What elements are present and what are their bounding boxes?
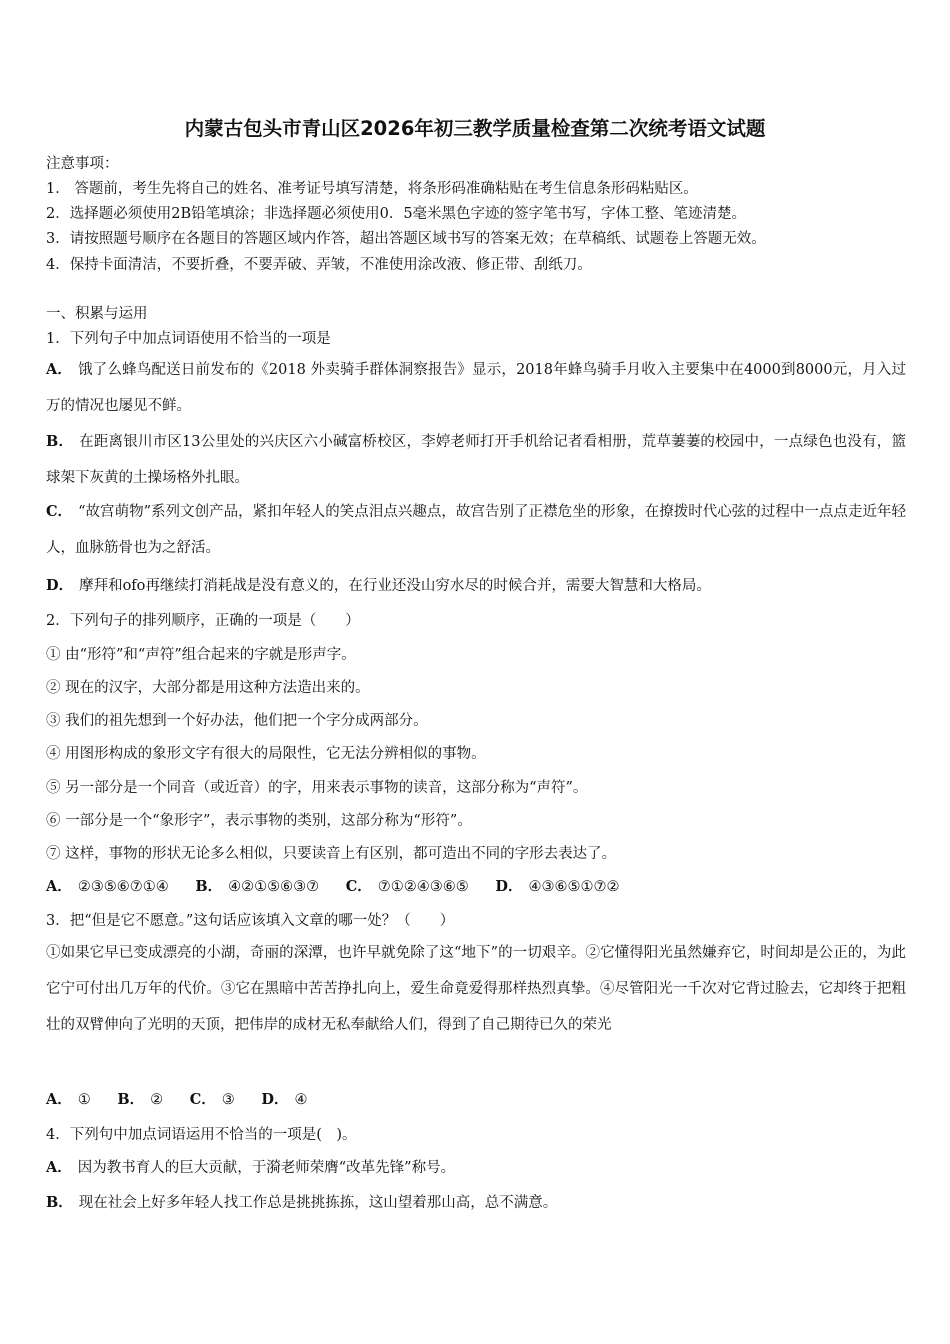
section-heading: 一、积累与运用 <box>46 306 148 322</box>
question-4-option-b <box>46 1191 557 1212</box>
sentence-item: ⑤ 另一部分是一个同音（或近音）的字，用来表示事物的读音，这部分称为“声符”。 <box>46 780 588 796</box>
option-label: D． <box>495 878 523 895</box>
question-3-passage: ①如果它早已变成漂亮的小湖，奇丽的深潭，也许早就免除了这“地下”的一切艰辛。②它懂得阳光虽然嫌弃它，时间却是公正的，为此它宁可付出几万年的代价。③它在黑暗中苦苦挣扎向上，爱生命竟爱得那样热烈真挚。④尽管阳光一千次对它背过脸去，它却终于把粗壮的双臂伸向了光明的天顶，把伟岸的成材无私奉献给人们，得到了自己期待已久的荣光 <box>46 945 906 1033</box>
option-text: “故宫萌物”系列文创产品，紧扣年轻人的笑点泪点兴趣点，故宫告别了正襟危坐的形象，在撩拨时代心弦的过程中一点点走近年轻人，血脉筋骨也为之舒活。 <box>46 504 907 556</box>
option-label: B． <box>46 433 74 450</box>
notice-item: 1． 答题前，考生先将自己的姓名、准考证号填写清楚，将条形码准确粘贴在考生信息条形码粘贴区。 <box>46 181 698 197</box>
option-text: ④③⑥⑤①⑦② <box>528 879 620 895</box>
option-label: B． <box>46 1194 73 1211</box>
option-label: D． <box>261 1091 289 1108</box>
option-label: A． <box>46 361 73 378</box>
question-4-option-a <box>46 1156 455 1177</box>
option-text: ⑦①②④③⑥⑤ <box>377 879 469 895</box>
option-text: ③ <box>221 1092 235 1108</box>
notice-item: 4．保持卡面清洁，不要折叠，不要弄破、弄皱，不准使用涂改液、修正带、刮纸刀。 <box>46 257 592 273</box>
option-text: ② <box>150 1092 164 1108</box>
option-text: ① <box>77 1092 91 1108</box>
question-2-options <box>46 875 641 896</box>
question-1-option-a <box>46 352 906 424</box>
option-label: A． <box>46 1091 72 1108</box>
question-1-stem: 1．下列句子中加点词语使用不恰当的一项是 <box>46 331 331 347</box>
sentence-item: ③ 我们的祖先想到一个好办法，他们把一个字分成两部分。 <box>46 713 428 729</box>
question-3-options <box>46 1088 329 1109</box>
page-title: 内蒙古包头市青山区2026年初三教学质量检查第二次统考语文试题 <box>184 117 766 140</box>
question-1-option-d <box>46 574 711 595</box>
notice-heading: 注意事项： <box>46 156 119 172</box>
option-label: B． <box>117 1091 145 1108</box>
question-4-stem: 4．下列句中加点词语运用不恰当的一项是( )。 <box>46 1127 357 1143</box>
option-label: C． <box>345 878 372 895</box>
option-label: A． <box>46 878 72 895</box>
option-text: 饿了么蜂鸟配送日前发布的《2018 外卖骑手群体洞察报告》显示，2018年蜂鸟骑手月收入主要集中在4000到8000元，月入过万的情况也屡见不鲜。 <box>46 362 906 414</box>
option-label: C． <box>46 503 73 520</box>
sentence-item: ① 由“形符”和“声符”组合起来的字就是形声字。 <box>46 647 356 663</box>
option-label: A． <box>46 1159 72 1176</box>
option-text: 因为教书育人的巨大贡献，于漪老师荣膺“改革先锋”称号。 <box>77 1160 456 1176</box>
sentence-item: ⑦ 这样，事物的形状无论多么相似，只要读音上有区别，都可造出不同的字形去表达了。 <box>46 846 617 862</box>
option-text: 在距离银川市区13公里处的兴庆区六小碱富桥校区，李婷老师打开手机给记者看相册，荒草萋萋的校园中，一点绿色也没有，篮球架下灰黄的土操场格外扎眼。 <box>46 434 906 486</box>
option-text: ④ <box>294 1092 308 1108</box>
option-label: C． <box>189 1091 216 1108</box>
option-text: 现在社会上好多年轻人找工作总是挑挑拣拣，这山望着那山高，总不满意。 <box>78 1195 558 1211</box>
option-label: D． <box>46 577 74 594</box>
option-text: 摩拜和ofo再继续打消耗战是没有意义的，在行业还没山穷水尽的时候合并，需要大智慧和大格局。 <box>79 578 711 594</box>
sentence-item: ④ 用图形构成的象形文字有很大的局限性，它无法分辨相似的事物。 <box>46 746 486 762</box>
option-text: ④②①⑤⑥③⑦ <box>228 879 320 895</box>
question-2-stem: 2．下列句子的排列顺序，正确的一项是（ ） <box>46 613 360 629</box>
option-label: B． <box>195 878 223 895</box>
question-1-option-c <box>46 494 906 566</box>
notice-item: 3．请按照题号顺序在各题目的答题区域内作答，超出答题区域书写的答案无效；在草稿纸、试题卷上答题无效。 <box>46 231 766 247</box>
question-1-option-b <box>46 424 906 496</box>
sentence-item: ② 现在的汉字，大部分都是用这种方法造出来的。 <box>46 680 370 696</box>
notice-item: 2．选择题必须使用2B铅笔填涂；非选择题必须使用0．5毫米黑色字迹的签字笔书写，字体工整、笔迹清楚。 <box>46 206 747 222</box>
question-3-stem: 3．把“但是它不愿意。”这句话应该填入文章的哪一处？（ ） <box>46 913 455 929</box>
option-text: ②③⑤⑥⑦①④ <box>77 879 169 895</box>
sentence-item: ⑥ 一部分是一个“象形字”，表示事物的类别，这部分称为“形符”。 <box>46 813 472 829</box>
